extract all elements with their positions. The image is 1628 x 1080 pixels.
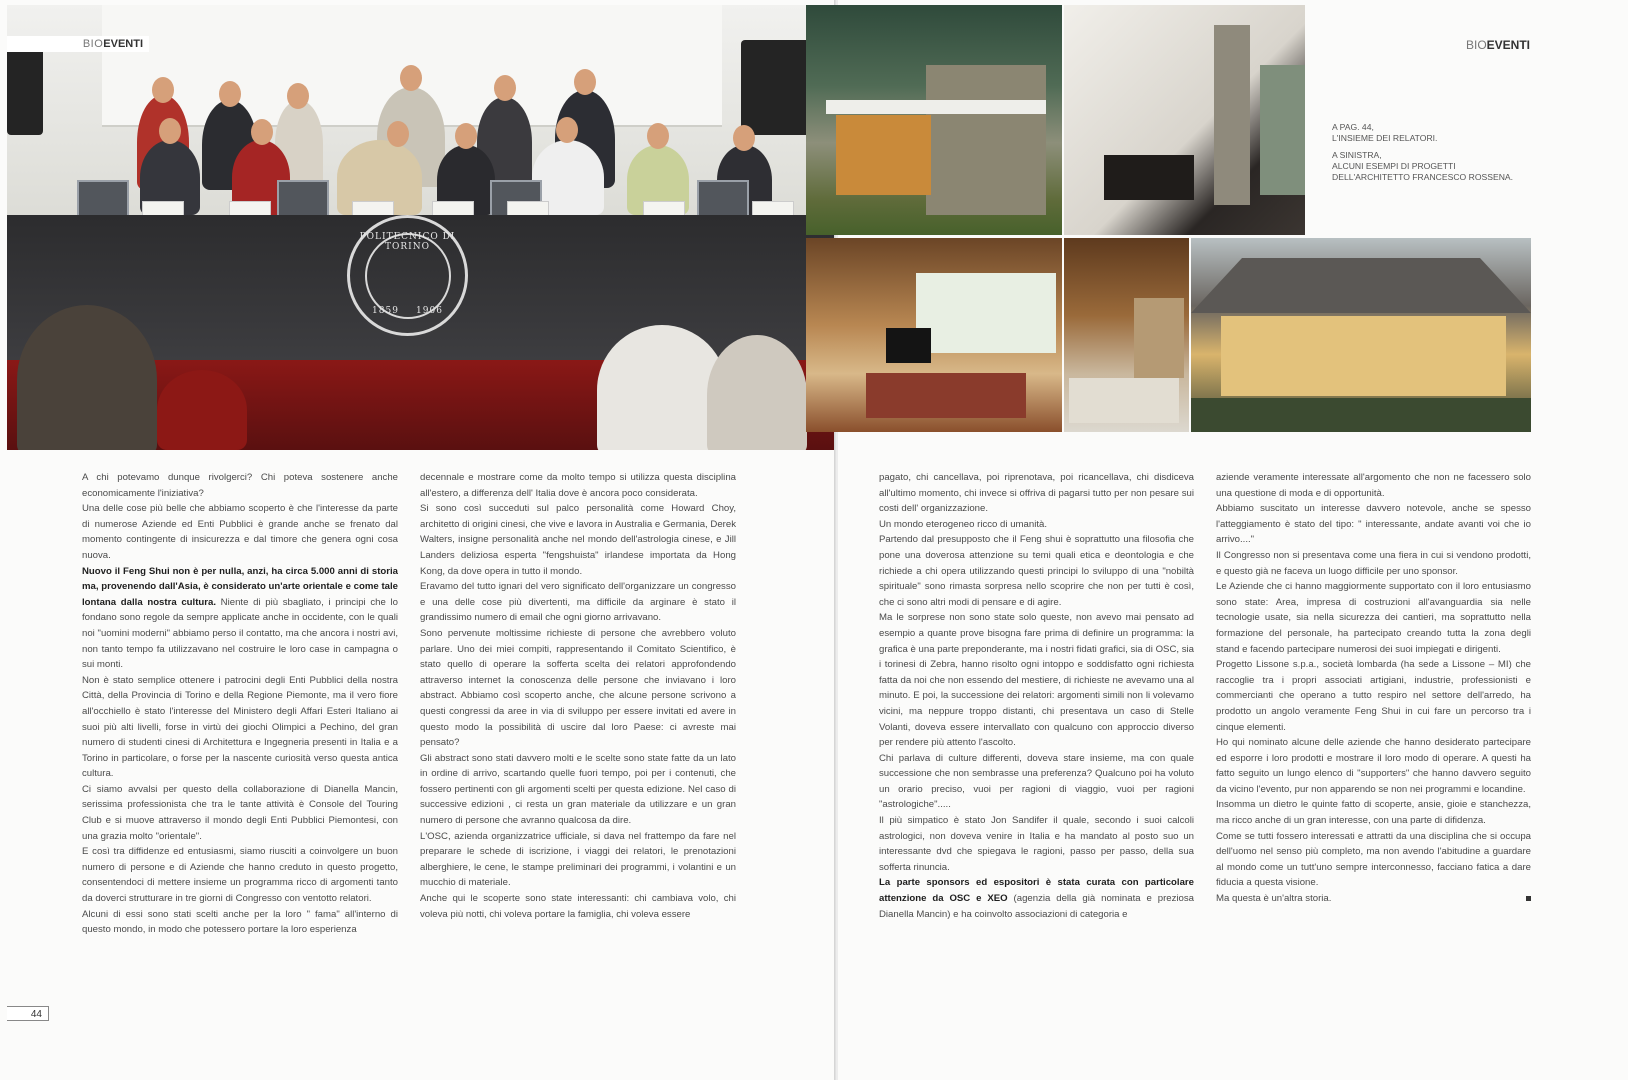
photo-head: [556, 117, 578, 143]
bold-lead: La parte sponsors ed espositori è stata curata con particolare attenzione da OSC e XEO: [879, 877, 1194, 905]
section-tag-bold: EVENTI: [103, 38, 143, 50]
photo-head: [287, 83, 309, 109]
bold-lead: Nuovo il Feng Shui non è per nulla, anzi, ha circa 5.000 anni di storia ma, provenendo dall'Asia, è considerato un'arte orientale e come tale lontana dalla nostra cultura.: [82, 565, 398, 608]
photo-window-glow: [836, 115, 931, 195]
paragraph-continued: (agenzia della già nominata e preziosa Dianella Mancin) e ha coinvolto associazioni di categoria e: [879, 893, 1194, 920]
photo-window: [1260, 65, 1305, 195]
paragraph: Abbiamo suscitato un interesse davvero notevole, anche se spesso l'atteggiamento è stato del tipo: " interessante, andate avanti voi che io arrivo....": [1216, 503, 1531, 546]
caption-line: ALCUNI ESEMPI DI PROGETTI: [1332, 161, 1456, 171]
paragraph: Gli abstract sono stati davvero molti e le scelte sono state fatte da un lato in ordine di arrivo, scartando quelle fuori tempo, poi per i contenuti, che fossero pertinenti con gli argomenti scelti per questa edizione. Nel caso di successive edizioni , ci resta un gran materiale da utilizzare e un gran numero di persone che avranno qualcosa da dire.: [420, 752, 736, 827]
photo-piano: [886, 328, 931, 363]
seal-year-left: 1859: [372, 306, 399, 316]
photo-roof: [1191, 258, 1531, 313]
photo-stone-wall: [926, 65, 1046, 215]
paragraph: decennale e mostrare come da molto tempo si utilizza questa disciplina all'estero, a differenza dell' Italia dove è ancora poco considerata.: [420, 472, 736, 499]
paragraph: [82, 564, 398, 673]
photo-roof-slab: [826, 100, 1046, 114]
paragraph: [879, 875, 1194, 922]
caption-line: L'INSIEME DEI RELATORI.: [1332, 133, 1438, 143]
photo-head: [251, 119, 273, 145]
article-column-2: [420, 470, 736, 922]
paragraph: Insomma un dietro le quinte fatto di scoperte, ansie, gioie e stanchezza, ma ricco anche di un gran interesse, con una parte di difidenza.: [1216, 799, 1531, 827]
photo-head: [387, 121, 409, 147]
paragraph: Partendo dal presupposto che il Feng shui è soprattutto una filosofia che pone una doverosa attenzione su temi quali etica e deontologia e che richiede a chi opera utilizzando questi principi lo sviluppo di una "nobiltà spirituale" sono rimasta sorpresa nello scoprire che non per tutti è così, che ci sono altri modi di pensare e di agire.: [879, 534, 1194, 608]
section-tag-right: [1466, 38, 1530, 52]
paragraph: Progetto Lissone s.p.a., società lombarda (ha sede a Lissone – MI) che raccoglie tra i propri associati artigiani, industrie, professionisti e commercianti che operano a tutto respiro nel settore dell'arredo, ha prodotto un angolo veramente Feng Shui in cui fare un percorso tra i cinque elementi.: [1216, 659, 1531, 733]
caption-block-2: [1332, 150, 1522, 183]
photo-caption: [1332, 122, 1522, 189]
photo-head: [152, 77, 174, 103]
photo-windows: [916, 273, 1056, 353]
photo-lawn: [1191, 398, 1531, 432]
photo-glowing-interior: [1221, 316, 1506, 396]
article-column-1: [82, 470, 398, 938]
paragraph-last: [1216, 891, 1531, 907]
paragraph: E così tra diffidenze ed entusiasmi, siamo riusciti a coinvolgere un buon numero di persone e di Aziende che hanno creduto in questo progetto, consentendoci di mettere insieme un programma ricco di argomenti tanto da doverci strutturare in tre giorni di Congresso con ventotto relatori.: [82, 846, 398, 905]
paragraph: Chi parlava di culture differenti, doveva stare insieme, ma con quale successione che non sembrasse una preferenza? Qualcuno poi ha voluto un orario preciso, vuoi per ragioni di viaggio, vuoi per ragioni "astrologiche".....: [879, 752, 1194, 811]
photo-fireplace: [1104, 155, 1194, 200]
end-of-article-square-icon: [1526, 896, 1531, 901]
living-room-piano-photo: [806, 238, 1062, 432]
paragraph: Il Congresso non si presentava come una fiera in cui si vendono prodotti, e questo già ne faceva un luogo difficile per uno sponsor.: [1216, 549, 1531, 577]
caption-line: A SINISTRA,: [1332, 150, 1382, 160]
photo-head: [455, 123, 477, 149]
paragraph: pagato, chi cancellava, poi riprenotava, poi ricancellava, chi disdiceva all'ultimo momento, chi invece si offriva di pagarsi tutto per non pesare sui costi dell' organizzazione.: [879, 472, 1194, 515]
seal-banner-text: POLITECNICO DI TORINO: [359, 232, 456, 252]
section-tag-thin: BIO: [82, 38, 104, 50]
paragraph: Il più simpatico è stato Jon Sandifer il quale, secondo i suoi calcoli astrologici, non doveva venire in Italia e ha mandato al posto suo un interessante dvd che spiegava le ragioni, passo per passo, della sua sofferta rinuncia.: [879, 815, 1194, 873]
section-tag-thin: BIO: [1466, 38, 1487, 52]
section-tag-bold: EVENTI: [1486, 38, 1531, 52]
photo-head: [159, 118, 181, 144]
paragraph: Le Aziende che ci hanno maggiormente supportato con il loro entusiasmo sono state: Area, impresa di costruzioni all'avanguardia sia nelle tecnologie usate, sia nella sicurezza dei cantieri, ma soprattutto nella formazione del personale, ha partecipato creando tutta la zona degli stand e facendo partecipare numerosi dei suoi impiegati e dirigenti.: [1216, 581, 1531, 655]
photo-head: [494, 75, 516, 101]
photo-monitor: [77, 180, 129, 219]
photo-sofa: [1069, 378, 1179, 423]
loft-wood-ceiling-photo: [1064, 238, 1189, 432]
interior-fireplace-photo: [1064, 5, 1305, 235]
politecnico-seal-emblem: [347, 215, 468, 336]
paragraph: aziende veramente interessate all'argomento che non ne facessero solo una questione di moda e di opportunità.: [1216, 472, 1531, 499]
caption-block-1: [1332, 122, 1522, 144]
photo-head: [733, 125, 755, 151]
house-stone-exterior-photo: [806, 5, 1062, 235]
paragraph: Sono pervenute moltissime richieste di persone che avrebbero voluto parlare. Uno dei miei compiti, rappresentando il Comitato Scientifico, è stato quello di operare la sofferta scelta dei relatori approfondendo attraverso internet la conoscenza delle persone che inviavano i loro abstract. Abbiamo così scoperto anche, che alcune persone scrivono a questi congressi da aree in via di sviluppo per essere invitati ed avere in questo modo la possibilità di uscire dal loro Paese: ci avreste mai pensato?: [420, 627, 736, 749]
pavilion-exterior-photo: [1191, 238, 1531, 432]
paragraph: Eravamo del tutto ignari del vero significato dell'organizzare un congresso e una delle cose più divertenti, ma difficile da arginare è stato il grandissimo numero di email che ogni giorno arrivavano.: [420, 581, 736, 624]
photo-audience-member: [157, 370, 247, 450]
photo-speaker-left: [7, 40, 43, 135]
photo-monitor: [697, 180, 749, 219]
paragraph: Si sono così succeduti sul palco personalità come Howard Choy, architetto di origini cinesi, che vive e lavora in Australia e Germania, Derek Walters, insigne personalità anche nel mondo dell'astrologia cinese, e Jill Landers deliziosa esperta "fengshuista" irlandese importata da Hong Kong, da dove opera in tutto il mondo.: [420, 503, 736, 577]
paragraph: Ci siamo avvalsi per questo della collaborazione di Dianella Mancin, serissima professionista che tra le tante attività è Console del Touring Club e si muove attraverso il mondo degli Enti Pubblici Piemontesi, con una grazia molto "orientale".: [82, 783, 398, 842]
paragraph: A chi potevamo dunque rivolgerci? Chi poteva sostenere anche economicamente l'iniziativa?: [82, 472, 398, 499]
caption-line: DELL'ARCHITETTO FRANCESCO ROSSENA.: [1332, 172, 1514, 182]
photo-monitor: [277, 180, 329, 219]
paragraph: Come se tutti fossero interessati e attratti da una disciplina che si occupa dell'uomo nel senso più completo, ma non avendo l'abitudine a guardare al mondo come un tutt'uno sempre interconnesso, facciano fatica a dare fiducia a questa visione.: [1216, 830, 1531, 889]
photo-stone-wall: [1134, 298, 1184, 378]
seal-year-right: 1906: [416, 306, 443, 316]
paragraph: Ma le sorprese non sono state solo queste, non avevo mai pensato ad esempio a quante prove bisogna fare prima di definire un programma: la grafica è una parte preponderante, ma i nostri fidati grafici, sia di OSC, sia i torinesi di Zebra, hanno risolto ogni intoppo e soddisfatto ogni richiesta fatta da noi che non essendo del mestiere, di richieste ne avevamo una al minuto. E poi, la successione dei relatori: argomenti simili non li volevamo vicini, ma neppure troppo distanti, chi presentava un caso di Stelle Volanti, doveva essere intervallato con qualcuno con approccio diverso per rendere più attento l'ascolto.: [879, 612, 1194, 749]
photo-audience-member: [17, 305, 157, 450]
article-column-3: [879, 470, 1194, 922]
paragraph: Alcuni di essi sono stati scelti anche per la loro " fama" all'interno di questo mondo, in modo che potessero portare la loro esperienza: [82, 908, 398, 936]
article-column-4: [1216, 470, 1531, 907]
paragraph: Un mondo eterogeneo ricco di umanità.: [879, 518, 1047, 530]
paragraph: Anche qui le scoperte sono state interessanti: chi cambiava volo, chi voleva più notti, chi voleva portare la famiglia, chi voleva essere: [420, 893, 736, 920]
paragraph: Una delle cose più belle che abbiamo scoperto è che l'interesse da parte di numerose Aziende ed Enti Pubblici è grande anche se frenato dal momento contingente di insicurezza e dal timore che genera ogni cosa nuova.: [82, 503, 398, 561]
photo-head: [647, 123, 669, 149]
photo-audience-member: [707, 335, 807, 450]
paragraph: Non è stato semplice ottenere i patrocini degli Enti Pubblici della nostra Città, della Provincia di Torino e della Regione Piemonte, ma il vero fiore all'occhiello è stato l'interesse del Ministero degli Affari Esteri Italiano ai suoi più alti livelli, forse in virtù dei giochi Olimpici a Pechino, del gran numero di studenti cinesi di Architettura e Ingegneria presenti in Italia e a Torino in particolare, o forse per la nascente curiosità verso questa antica cultura.: [82, 674, 398, 780]
closing-line: Ma questa è un'altra storia.: [1216, 893, 1332, 905]
photo-head: [574, 69, 596, 95]
caption-line: A PAG. 44,: [1332, 122, 1374, 132]
paragraph: Ho qui nominato alcune delle aziende che hanno desiderato partecipare ed esporre i loro prodotti e mostrare il loro modo di operare. A questi ha fatto seguito un lungo elenco di "supporters" che hanno davvero seguito da vicino l'evento, pur non apparendo se non nei programmi e locandine.: [1216, 737, 1531, 795]
section-tag-left: [7, 36, 149, 52]
photo-head: [219, 81, 241, 107]
paragraph: L'OSC, azienda organizzatrice ufficiale, si dava nel frattempo da fare nel preparare le schede di iscrizione, i viaggi dei relatori, le prenotazioni alberghiere, le cene, le stampe preliminari dei programmi, i volantini e un mucchio di materiale.: [420, 830, 736, 889]
photo-rug: [866, 373, 1026, 418]
photo-stone-column: [1214, 25, 1250, 205]
paragraph-continued: Niente di più sbagliato, i principi che lo fondano sono regole da sempre applicate anche in occidente, con le quali noi "uomini moderni" abbiamo perso il contatto, ma che ancora i nostri avi, non tanto tempo fa utilizzavano nel costruire le loro case in campagna o sui monti.: [82, 596, 398, 671]
photo-head: [400, 65, 422, 91]
conference-panel-photo: [7, 5, 836, 450]
page-number: 44: [7, 1006, 49, 1021]
